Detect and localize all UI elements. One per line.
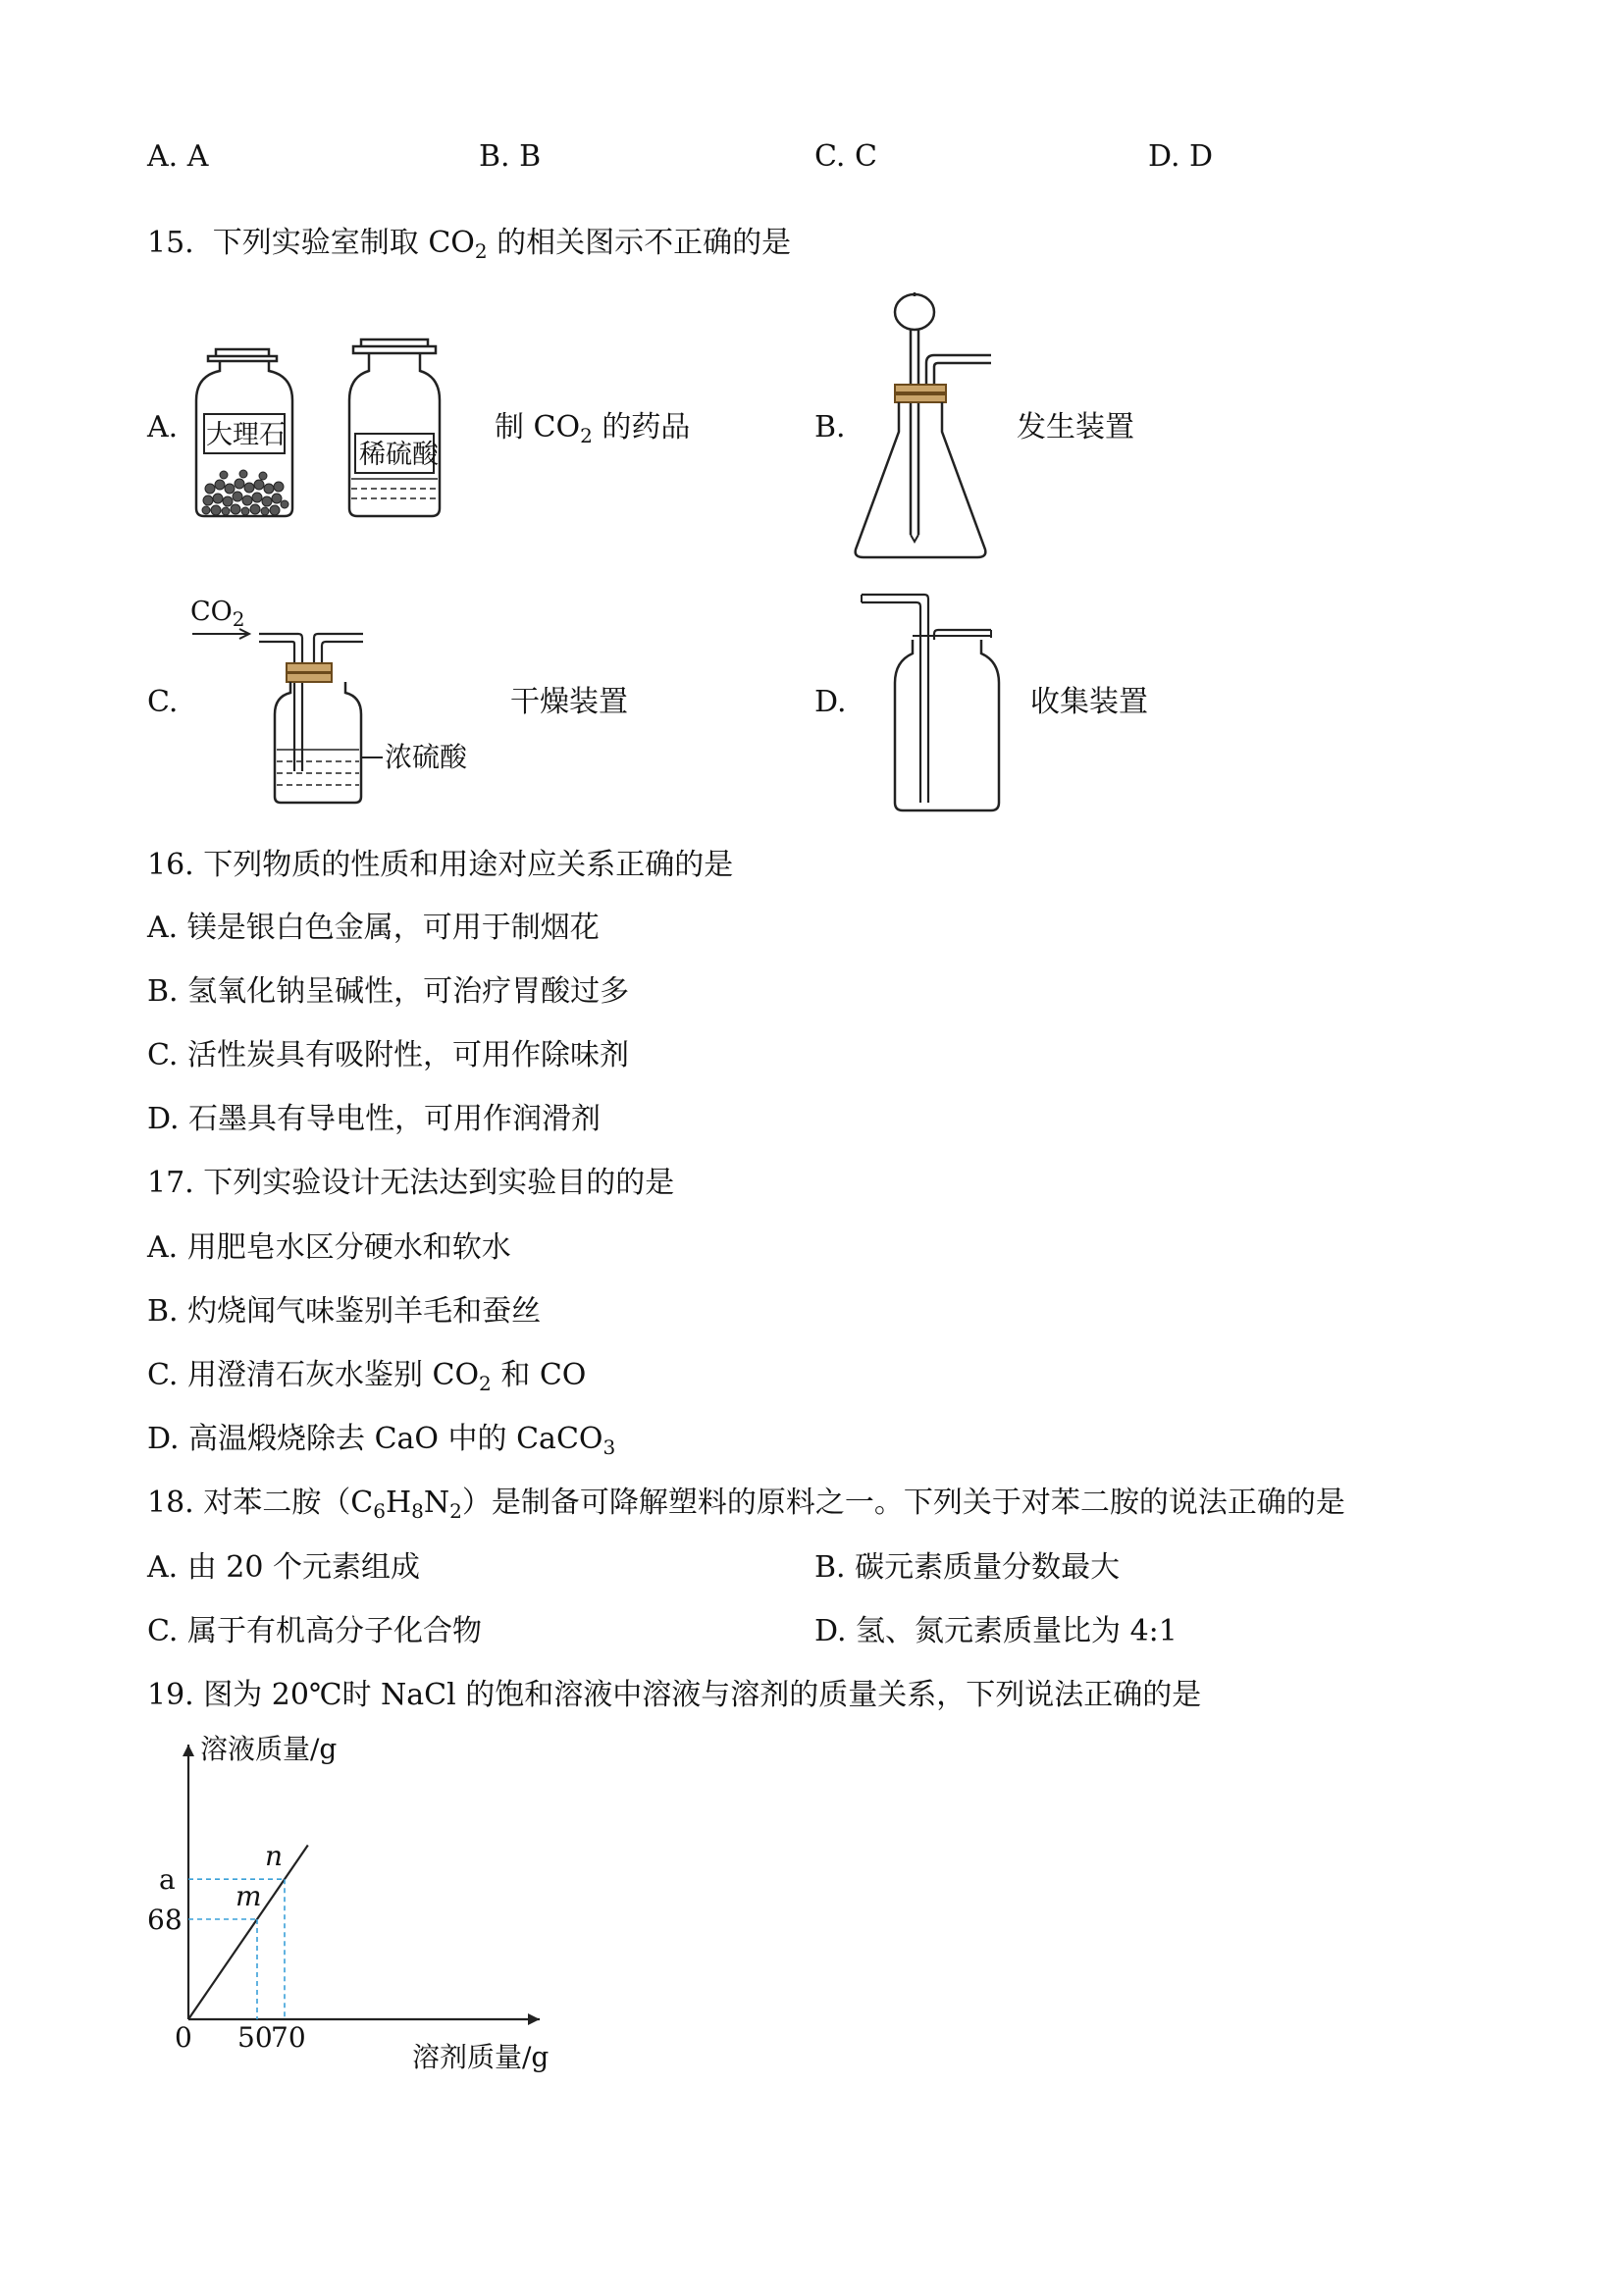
q16-option-a: A. 镁是银白色金属，可用于制烟花 — [147, 911, 600, 945]
q17-option-d-text: D. 高温煅烧除去 CaO 中的 CaCO — [147, 1422, 603, 1456]
q15-c-caption: 干燥装置 — [510, 685, 628, 719]
x-axis-label: 溶剂质量/g — [412, 2041, 550, 2073]
y-axis-label: 溶液质量/g — [200, 1733, 338, 1765]
q18-stem-h: H — [385, 1486, 412, 1520]
y-tick-68: 68 — [147, 1904, 183, 1936]
q17-option-c-text: C. 用澄清石灰水鉴别 CO — [147, 1358, 480, 1392]
q15-c-letter: C. — [147, 685, 179, 719]
q18-option-c: C. 属于有机高分子化合物 — [147, 1614, 482, 1648]
q16-option-d: D. 石墨具有导电性，可用作润滑剂 — [147, 1102, 602, 1136]
point-label-n: n — [265, 1840, 284, 1873]
q14-option-c: C. C — [814, 139, 877, 174]
q14-option-a: A. A — [147, 139, 209, 174]
bottle-label-marble: 大理石 — [206, 420, 286, 450]
concentrated-sulfuric-acid-label: 浓硫酸 — [385, 741, 468, 773]
q15-a-caption-sub: 2 — [580, 424, 593, 447]
y-tick-a: a — [159, 1863, 176, 1897]
q19-stem: 19. 图为 20℃时 NaCl 的饱和溶液中溶液与溶剂的质量关系，下列说法正确的是 — [147, 1678, 1202, 1712]
x-axis-arrow — [528, 2013, 540, 2025]
q18-stem-text-2: ）是制备可降解塑料的原料之一。下列关于对苯二胺的说法正确的是 — [461, 1486, 1345, 1520]
point-label-m: m — [236, 1880, 262, 1912]
q15-d-caption: 收集装置 — [1030, 685, 1148, 719]
q15-a-caption-text-2: 的药品 — [592, 410, 691, 444]
series-line — [188, 1846, 308, 2019]
q15-b-caption: 发生装置 — [1017, 410, 1134, 444]
q15-a-caption-text: 制 CO — [495, 410, 581, 444]
q15-number: 15. — [147, 226, 194, 260]
x-tick-70: 70 — [271, 2021, 306, 2054]
q15-stem-text-2: 的相关图示不正确的是 — [487, 226, 792, 260]
x-tick-50: 50 — [237, 2021, 273, 2054]
q16-option-b: B. 氢氧化钠呈碱性，可治疗胃酸过多 — [147, 974, 630, 1009]
q15-b-letter: B. — [814, 410, 846, 444]
q16-stem: 16. 下列物质的性质和用途对应关系正确的是 — [147, 848, 734, 882]
chart-axes — [147, 1733, 549, 2073]
q18-option-a: A. 由 20 个元素组成 — [147, 1550, 420, 1585]
q17-option-a: A. 用肥皂水区分硬水和软水 — [147, 1230, 511, 1265]
q17-option-b: B. 灼烧闻气味鉴别羊毛和蚕丝 — [147, 1294, 542, 1329]
q15-d-letter: D. — [814, 685, 847, 719]
q18-option-d: D. 氢、氮元素质量比为 4:1 — [814, 1614, 1178, 1648]
q18-option-b: B. 碳元素质量分数最大 — [814, 1550, 1121, 1585]
bottle-label-dilute-sulfuric-acid: 稀硫酸 — [359, 440, 439, 470]
q15-stem-text: 下列实验室制取 CO — [212, 226, 475, 260]
q17-stem: 17. 下列实验设计无法达到实验目的的是 — [147, 1166, 675, 1200]
q17-option-d-sub: 3 — [602, 1435, 616, 1459]
q14-option-d: D. D — [1148, 139, 1214, 174]
q15-stem-sub: 2 — [474, 239, 488, 263]
q18-sub-3: 2 — [449, 1499, 462, 1523]
q17-option-c-sub: 2 — [479, 1372, 492, 1395]
q14-option-b: B. B — [479, 139, 542, 174]
q18-sub-2: 8 — [411, 1499, 424, 1523]
co2-inlet-label-text: CO — [190, 597, 233, 627]
chart-marks — [188, 1840, 308, 2019]
q18-stem-n: N — [423, 1486, 450, 1520]
y-axis-arrow — [183, 1745, 194, 1756]
q18-stem-text: 18. 对苯二胺（C — [147, 1486, 374, 1520]
q15-a-letter: A. — [147, 410, 179, 444]
q16-option-c: C. 活性炭具有吸附性，可用作除味剂 — [147, 1038, 629, 1072]
co2-inlet-label-sub: 2 — [232, 607, 245, 631]
origin-label: 0 — [175, 2021, 192, 2054]
q17-option-c-text-2: 和 CO — [491, 1358, 587, 1392]
q18-sub-1: 6 — [373, 1499, 386, 1523]
